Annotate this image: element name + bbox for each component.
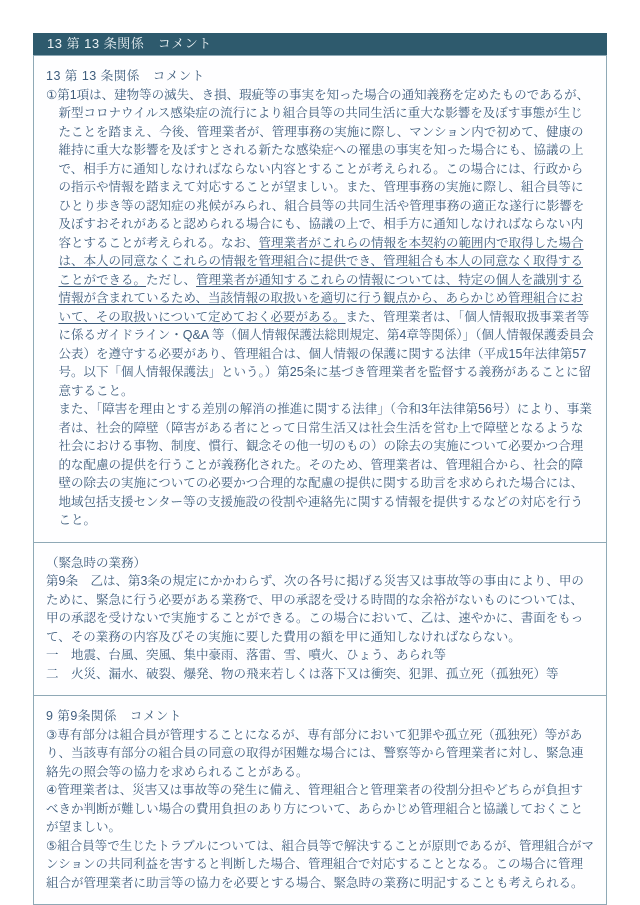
comment-paragraph-2: また、「障害を理由とする差別の解消の推進に関する法律」（令和3年法律第56号）により、事業者は、社会的障壁（障害がある者にとって日常生活又は社会生活を営む上で障壁となるような社会における事物、制度、慣行、観念その他一切のもの）の除去の実施について必要かつ合理的な配慮の提供を行うことが義務化された。そのため、管理業者は、管理組合から、社会的障壁の除去の実施についての必要かつ合理的な配慮の提供に関する助言を求められた場合には、地域包括支援センター等の支援施設の役割や連絡先に関する情報を提供するなどの対応を行うこと。 — [58, 402, 592, 527]
paragraph-1-segment: ただし、 — [146, 272, 197, 287]
section-header-title: 13 第 13 条関係 コメント — [47, 36, 212, 51]
comment-paragraph-4: ④管理業者は、災害又は事故等の発生に備え、管理組合と管理業者の役割分担やどちらが負担すべきか判断が難しい場合の費用負担のあり方について、あらかじめ管理組合と協議しておくことが望ましい。 — [46, 783, 584, 834]
clause-article9-text: 第9条 乙は、第3条の規定にかかわらず、次の各号に掲げる災害又は事故等の事由により、甲のために、緊急に行う必要がある業務で、甲の承認を受ける時間的な余裕がないものについては、甲の承認を受けないで実施することができる。この場合において、乙は、速やかに、書面をもって、その業務の内容及びその実施に要した費用の額を甲に通知しなければならない。 — [46, 574, 584, 644]
paragraph-1-segment: ①第1項は、建物等の滅失、き損、瑕疵等の事実を知った場合の通知義務を定めたものであるが、新型コロナウイルス感染症の流行により組合員等の共同生活に重大な影響を及ぼす事態が生じたことを踏まえ、今後、管理業者が、管理事務の実施に際し、マンション内で初めて、健康の維持に重大な影響を及ぼすとされる新たな感染症への罹患の事実を知った場合にも、協議の上で、相手方に通知しなければならない内容とすることが考えられる。この場合には、行政からの指示や情報を踏まえて対応することが望ましい。また、管理事務の実施に際し、組合員等にひとり歩き等の認知症の兆候がみられ、組合員等の共同生活や管理事務の適正な遂行に影響を及ぼすおそれがあると認められる場合にも、協議の上で、相手方に通知しなければならない内容とすることが考えられる。なお、 — [46, 87, 590, 250]
comment-paragraph-5: ⑤組合員等で生じたトラブルについては、組合員等で解決することが原則であるが、管理組合がマンションの共同利益を害すると判断した場合、管理組合で対応することとなる。この場合に管理組合が管理業者に助言等の協力を必要とする場合、緊急時の業務に明記することも考えられる。 — [46, 838, 594, 890]
comment-paragraph-1 — [46, 86, 594, 401]
section-header-bar — [33, 33, 607, 55]
comment-box-heading: 9 第9条関係 コメント — [46, 709, 182, 723]
comment-box-article13 — [33, 55, 607, 543]
paragraph-1-segment: また、管理業者は、「個人情報取扱事業者等に係るガイドライン・Q&A 等（個人情報保護法総則規定、第4章等関係）」（個人情報保護委員会公表）を遵守する必要があり、管理組合は、個人情報の保護に関する法律（平成15年法律第57号。以下「個人情報保護法」という。）第25条に基づき管理業者を監督する義務があることに留意すること。 — [58, 309, 594, 398]
comment-paragraph-3: ③専有部分は組合員が管理することになるが、専有部分において犯罪や孤立死（孤独死）等があり、当該専有部分の組合員の同意の取得が困難な場合には、警察等から管理業者に対し、緊急連絡先の照会等の協力を求められることがある。 — [46, 727, 584, 779]
clause-box-emergency-duties — [33, 542, 607, 697]
clause-box-heading: （緊急時の業務） — [46, 555, 147, 570]
paragraph-1-underlined-segment: 管理業者が通知するこれらの情報については、特定の個人を識別する情報が含まれているため、当該情報の取扱いを適切に行う観点から、あらかじめ管理組合において、その取扱いについて定めておく必要がある。 — [58, 272, 584, 324]
clause-item-2: 二 火災、漏水、破裂、爆発、物の飛来若しくは落下又は衝突、犯罪、孤立死（孤独死）等 — [46, 666, 559, 681]
clause-item-1: 一 地震、台風、突風、集中豪雨、落雷、雪、噴火、ひょう、あられ等 — [46, 648, 447, 662]
comment-box-article9 — [33, 695, 607, 905]
paragraph-1-underlined-segment: 管理業者がこれらの情報を本契約の範囲内で取得した場合は、本人の同意なくこれらの情報を管理組合に提供でき、管理組合も本人の同意なく取得することができる。 — [58, 235, 584, 287]
comment-box-heading: 13 第 13 条関係 コメント — [46, 69, 205, 83]
document-page — [33, 33, 607, 905]
